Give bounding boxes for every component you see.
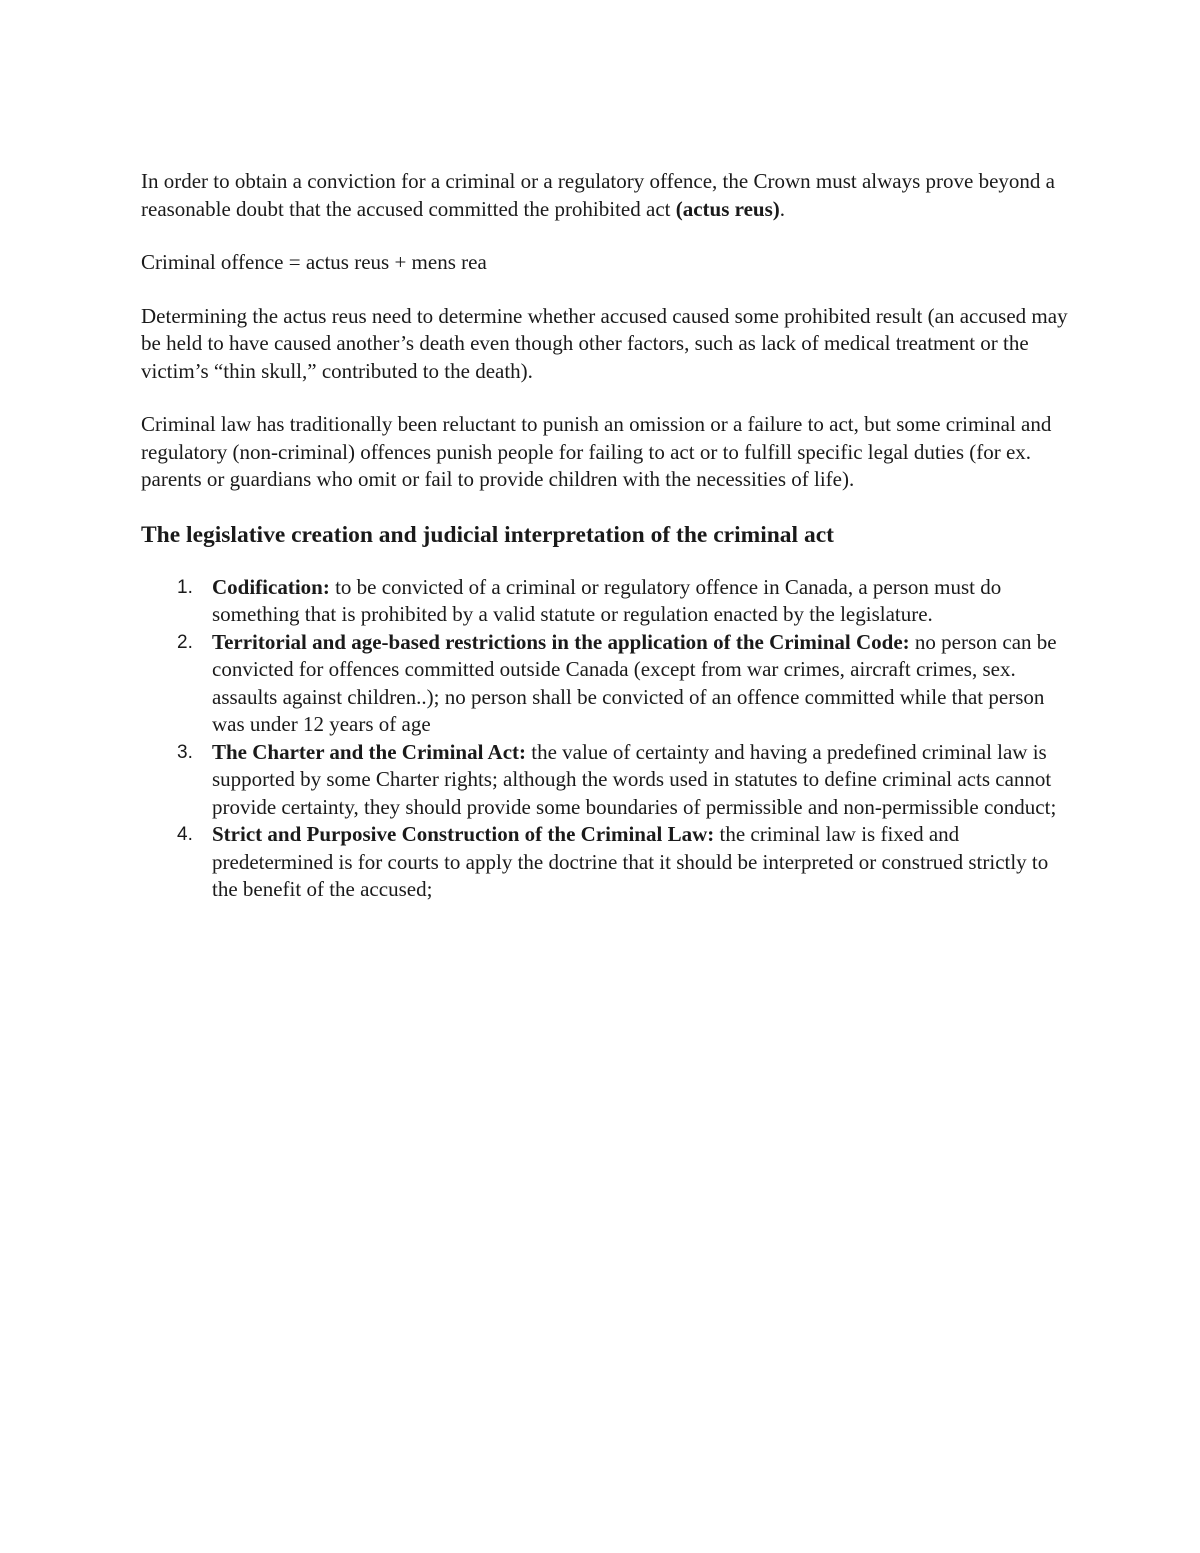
list-item-title: Codification: xyxy=(212,574,330,599)
section-heading: The legislative creation and judicial interpretation of the criminal act xyxy=(141,521,834,548)
actus-reus-term: (actus reus) xyxy=(675,196,780,221)
formula-paragraph: Criminal offence = actus reus + mens rea xyxy=(141,250,487,274)
numbered-list xyxy=(141,574,1071,904)
list-number: 3. xyxy=(177,741,193,763)
actus-reus-paragraph: Determining the actus reus need to determine whether accused caused some prohibited result (an accused may be held to have caused another’s death even though other factors, such as lack of medical treatment or the victim’s “thin skull,” contributed to the death). xyxy=(141,303,1068,383)
omission-paragraph: Criminal law has traditionally been reluctant to punish an omission or a failure to act, but some criminal and regulatory (non-criminal) offences punish people for failing to act or to fulfill specific legal duties (for ex. parents or guardians who omit or fail to provide children with the necessities of life). xyxy=(141,412,1052,491)
list-number: 4. xyxy=(177,824,193,845)
intro-paragraph xyxy=(141,168,1071,223)
list-item xyxy=(141,574,1071,629)
list-item-text: to be convicted of a criminal or regulatory offence in Canada, a person must do something that is prohibited by a valid statute or regulation enacted by the legislature. xyxy=(212,574,1002,626)
intro-period: . xyxy=(779,196,785,221)
list-number: 1. xyxy=(177,576,193,598)
document-page xyxy=(141,168,1071,904)
list-item-text: the value of certainty and having a predefined criminal law is supported by some Charter rights; although the words used in statutes to define criminal acts cannot provide certainty, they should provide some boundaries of permissible and non-permissible conduct; xyxy=(212,739,1057,819)
list-item-title: The Charter and the Criminal Act: xyxy=(212,739,527,764)
list-item xyxy=(141,739,1071,822)
list-number: 2. xyxy=(177,631,193,653)
list-item xyxy=(141,629,1071,739)
list-item-title: Strict and Purposive Construction of the Criminal Law: xyxy=(212,822,715,846)
intro-text: In order to obtain a conviction for a criminal or a regulatory offence, the Crown must always prove beyond a reasonable doubt that the accused committed the prohibited act xyxy=(141,169,1055,221)
list-item-text: the criminal law is fixed and predetermined is for courts to apply the doctrine that it should be interpreted or construed strictly to the benefit of the accused; xyxy=(212,822,1049,901)
list-item xyxy=(141,821,1071,904)
list-item-text: no person can be convicted for offences committed outside Canada (except from war crimes, aircraft crimes, sex. assaults against children..); no person shall be convicted of an offence committed while that person was under 12 years of age xyxy=(212,629,1057,736)
list-item-title: Territorial and age-based restrictions in the application of the Criminal Code: xyxy=(212,629,910,654)
